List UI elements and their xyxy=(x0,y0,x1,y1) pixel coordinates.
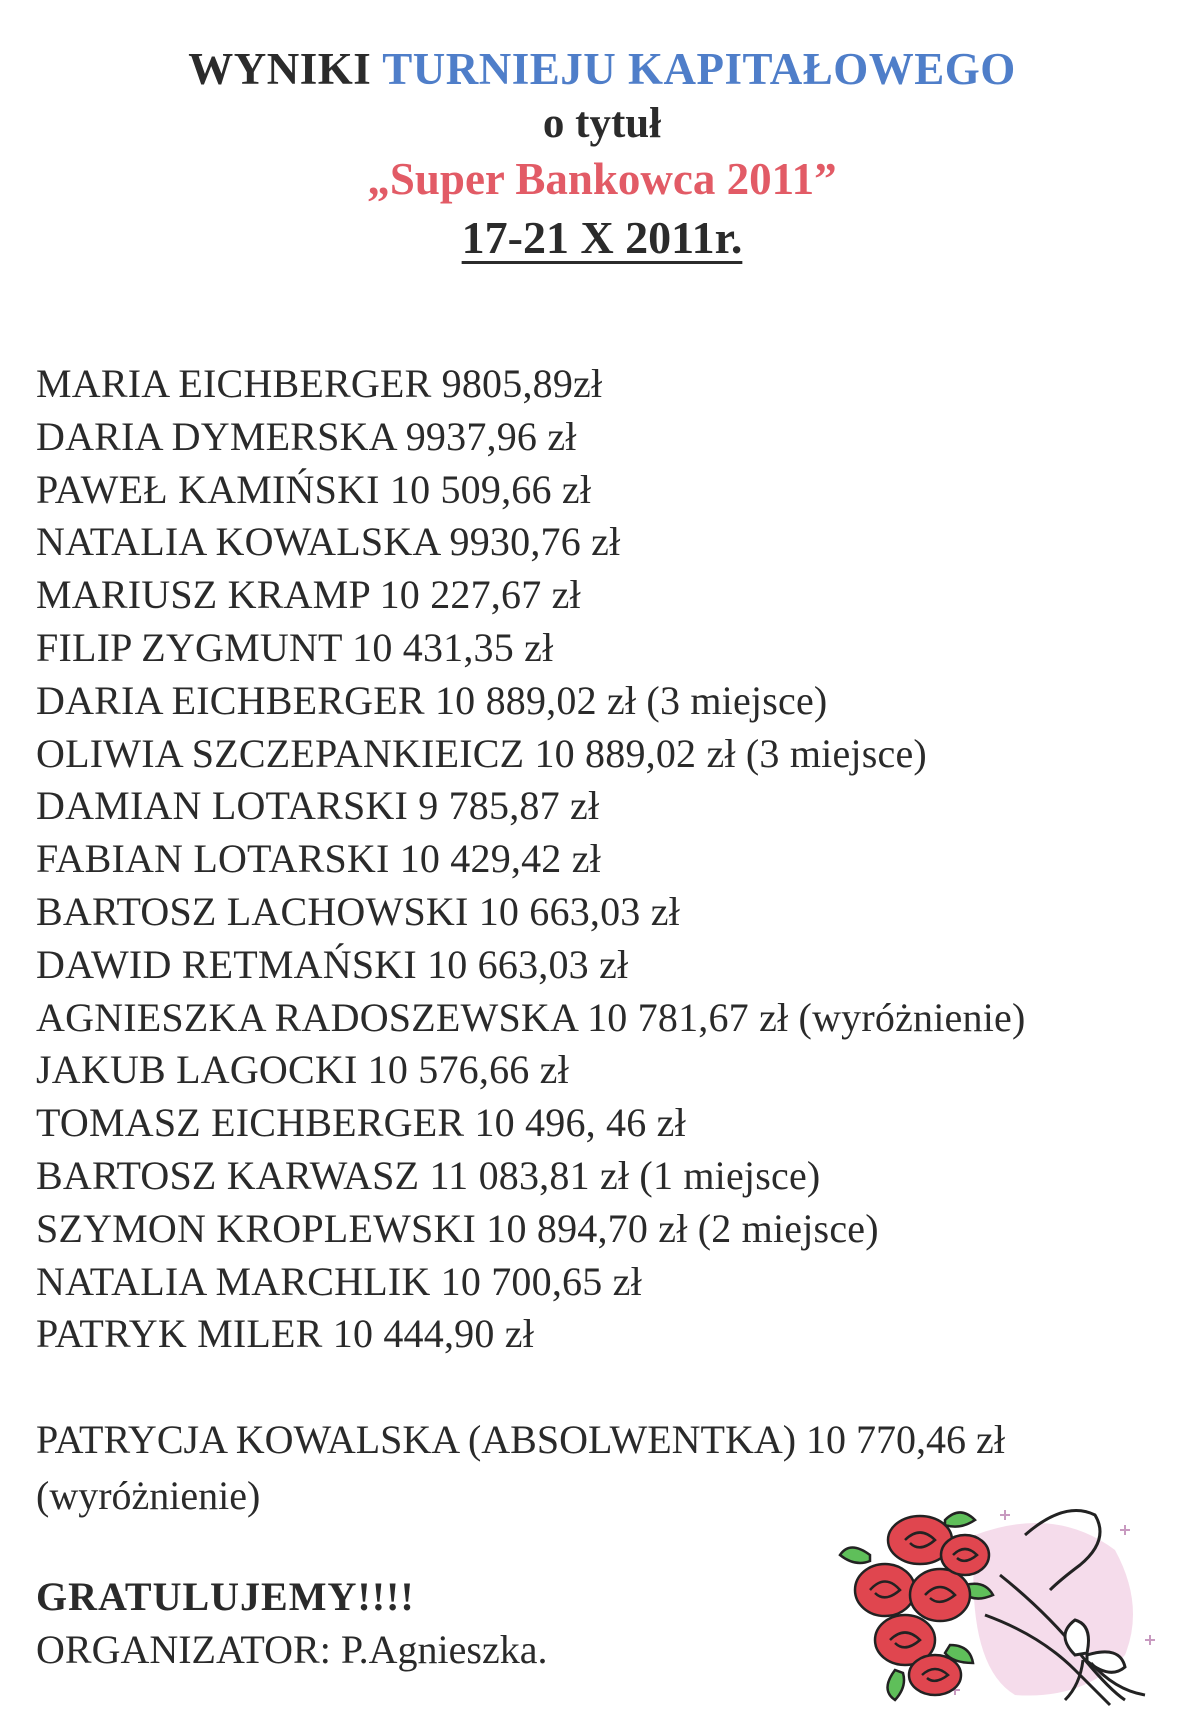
result-item: DARIA EICHBERGER 10 889,02 zł (3 miejsce) xyxy=(36,677,828,723)
result-item: SZYMON KROPLEWSKI 10 894,70 zł (2 miejsce) xyxy=(36,1205,879,1251)
document-title xyxy=(0,40,1204,98)
title-part-tournament: TURNIEJU KAPITAŁOWEGO xyxy=(382,44,1016,94)
title-part-results: WYNIKI xyxy=(188,44,372,94)
rose-bouquet-icon xyxy=(825,1495,1175,1710)
result-item: NATALIA KOWALSKA 9930,76 zł xyxy=(36,519,621,565)
result-item: MARIA EICHBERGER 9805,89zł xyxy=(36,361,603,406)
organizer-text: ORGANIZATOR: P.Agnieszka. xyxy=(36,1627,548,1672)
result-item: BARTOSZ KARWASZ 11 083,81 zł (1 miejsce) xyxy=(36,1152,821,1198)
result-item: PAWEŁ KAMIŃSKI 10 509,66 zł xyxy=(36,466,592,512)
document-subtitle: o tytuł xyxy=(542,100,662,147)
result-item: MARIUSZ KRAMP 10 227,67 zł xyxy=(36,572,581,618)
results-list xyxy=(36,358,1186,1361)
document-header xyxy=(0,40,1204,268)
result-item: AGNIESZKA RADOSZEWSKA 10 781,67 zł (wyróżnienie) xyxy=(36,994,1026,1040)
congratulations-text: GRATULUJEMY!!!! xyxy=(36,1574,415,1619)
event-name: „Super Bankowca 2011” xyxy=(367,154,837,204)
special-mention-note: (wyróżnienie) xyxy=(36,1473,261,1518)
result-item: PATRYK MILER 10 444,90 zł xyxy=(36,1311,535,1357)
result-item: DARIA DYMERSKA 9937,96 zł xyxy=(36,413,577,459)
result-item: FABIAN LOTARSKI 10 429,42 zł xyxy=(36,836,601,882)
result-item: TOMASZ EICHBERGER 10 496, 46 zł xyxy=(36,1100,686,1146)
result-item: DAWID RETMAŃSKI 10 663,03 zł xyxy=(36,941,629,987)
special-mention-name: PATRYCJA KOWALSKA (ABSOLWENTKA) 10 770,46 zł xyxy=(36,1417,1005,1462)
result-item: FILIP ZYGMUNT 10 431,35 zł xyxy=(36,624,554,670)
event-date: 17-21 X 2011r. xyxy=(461,212,743,263)
result-item: DAMIAN LOTARSKI 9 785,87 zł xyxy=(36,783,600,829)
result-item: OLIWIA SZCZEPANKIEICZ 10 889,02 zł (3 miejsce) xyxy=(36,730,927,776)
result-item: JAKUB LAGOCKI 10 576,66 zł xyxy=(36,1047,569,1093)
result-item: BARTOSZ LACHOWSKI 10 663,03 zł xyxy=(36,888,680,934)
result-item: NATALIA MARCHLIK 10 700,65 zł xyxy=(36,1258,642,1304)
